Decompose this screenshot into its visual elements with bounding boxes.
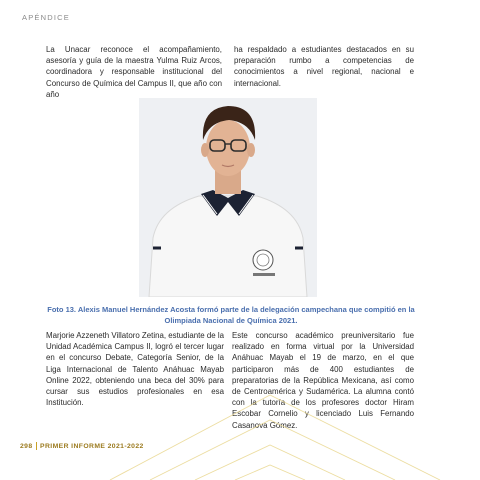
paragraph-text: ha respaldado a estudiantes destacados en su preparación rumbo a competencias de conocimientos a nivel regional, nacional e internacional. bbox=[234, 45, 414, 88]
paragraph-block-right bbox=[232, 330, 414, 437]
photo-caption: Foto 13. Alexis Manuel Hernández Acosta formó parte de la delegación campechana que compitió en la Olimpiada Nacional de Química 2021. bbox=[47, 305, 415, 325]
paragraph-text: Este concurso académico preuniversitario fue realizado en forma virtual por la Universidad Anáhuac Mayab el 19 de marzo, en el que participaron más de 400 estudiantes de preparatorias de la República Mexicana, así como de Centroamérica y Sudamérica. La alumna contó con la tutoría de los profesores doctor Hiram Escobar Cornelio y licenciado Luis Fernando Casanova Gómez. bbox=[232, 331, 414, 430]
page-footer bbox=[20, 442, 144, 450]
paragraph-block-left bbox=[46, 330, 224, 414]
paragraph-intro-right bbox=[234, 44, 414, 95]
student-portrait-image bbox=[139, 98, 317, 297]
section-label: APÉNDICE bbox=[22, 13, 70, 22]
footer-divider bbox=[36, 442, 38, 450]
paragraph-text: La Unacar reconoce el acompañamiento, asesoría y guía de la maestra Yulma Ruiz Arcos, coordinadora y responsable institucional del Concurso de Química del Campus II, que año con año bbox=[46, 45, 222, 99]
paragraph-text: Marjorie Azzeneth Villatoro Zetina, estudiante de la Unidad Académica Campus II, logró el tercer lugar en el concurso Debate, Categoría Senior, de la Liga Internacional de Talento Anáhuac Mayab Online 2022, obteniendo una beca del 30% para cursar sus estudios profesionales en esa Institución. bbox=[46, 331, 224, 408]
report-title: PRIMER INFORME 2021-2022 bbox=[40, 442, 144, 450]
page-number: 298 bbox=[20, 442, 33, 450]
student-photo bbox=[139, 98, 317, 297]
paragraph-intro-left bbox=[46, 44, 222, 106]
